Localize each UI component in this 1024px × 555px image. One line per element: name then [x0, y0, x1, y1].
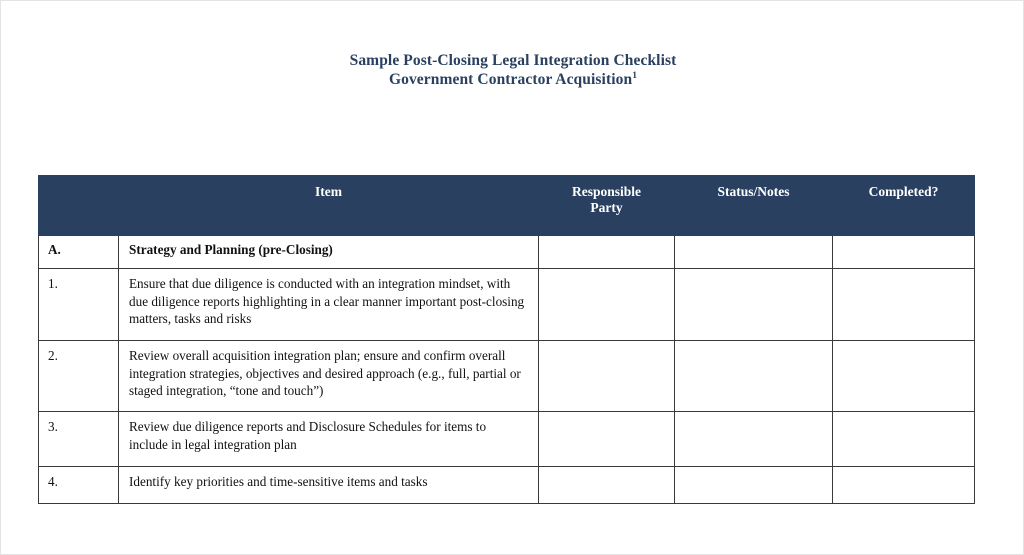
row-number: A.: [39, 236, 119, 269]
table-row: [39, 236, 975, 269]
row-item-text: Review due diligence reports and Disclosure Schedules for items to include in legal integration plan: [119, 412, 539, 467]
responsible-party-line-2: Party: [590, 200, 623, 215]
row-responsible-party[interactable]: [539, 236, 675, 269]
column-header-responsible-party: [539, 176, 675, 236]
row-responsible-party[interactable]: [539, 467, 675, 504]
row-responsible-party[interactable]: [539, 269, 675, 341]
column-header-number: [39, 176, 119, 236]
row-status-notes[interactable]: [675, 269, 833, 341]
column-header-completed: Completed?: [833, 176, 975, 236]
table-row: [39, 412, 975, 467]
column-header-status-notes: Status/Notes: [675, 176, 833, 236]
title-subtitle-text: Government Contractor Acquisition: [388, 71, 633, 88]
row-status-notes[interactable]: [675, 236, 833, 269]
table-row: [39, 467, 975, 504]
row-completed[interactable]: [833, 341, 975, 412]
row-number: 1.: [39, 269, 119, 341]
table-row: [39, 269, 975, 341]
row-item-text: Review overall acquisition integration plan; ensure and confirm overall integration strategies, objectives and desired approach (e.g., full, partial or staged integration, “tone and touch”): [119, 341, 539, 412]
checklist-table: [38, 175, 975, 504]
row-item-text: Ensure that due diligence is conducted with an integration mindset, with due diligence reports highlighting in a clear manner important post-closing matters, tasks and risks: [119, 269, 539, 341]
table-body: [39, 236, 975, 504]
table-header: [39, 176, 975, 236]
row-completed[interactable]: [833, 467, 975, 504]
title-line-secondary: [1, 70, 1024, 89]
row-number: 4.: [39, 467, 119, 504]
table-header-row: [39, 176, 975, 236]
title-footnote-marker: 1: [632, 70, 638, 81]
row-status-notes[interactable]: [675, 467, 833, 504]
row-number: 2.: [39, 341, 119, 412]
row-responsible-party[interactable]: [539, 412, 675, 467]
row-number: 3.: [39, 412, 119, 467]
table-row: [39, 341, 975, 412]
document-title: [1, 51, 1024, 89]
row-status-notes[interactable]: [675, 341, 833, 412]
row-item-text: Identify key priorities and time-sensitive items and tasks: [119, 467, 539, 504]
row-status-notes[interactable]: [675, 412, 833, 467]
row-item-text: Strategy and Planning (pre-Closing): [119, 236, 539, 269]
responsible-party-line-1: Responsible: [571, 184, 642, 199]
row-responsible-party[interactable]: [539, 341, 675, 412]
row-completed[interactable]: [833, 269, 975, 341]
row-completed[interactable]: [833, 236, 975, 269]
row-completed[interactable]: [833, 412, 975, 467]
column-header-item: Item: [119, 176, 539, 236]
title-line-primary: Sample Post-Closing Legal Integration Checklist: [349, 52, 677, 69]
